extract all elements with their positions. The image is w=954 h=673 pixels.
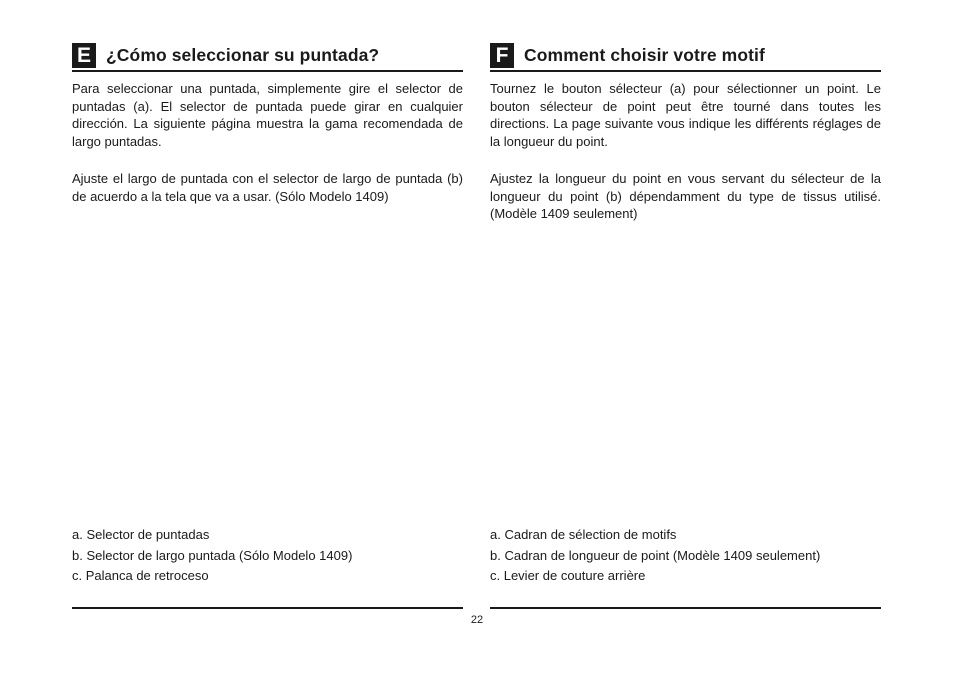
legend-item: b. Selector de largo puntada (Sólo Modelo 1409) [72, 547, 353, 563]
page-number: 22 [470, 614, 484, 626]
bottom-divider-right [490, 607, 881, 609]
spanish-column [72, 42, 463, 583]
language-badge-f: F [490, 43, 514, 68]
french-paragraph-2: Ajustez la longueur du point en vous servant du sélecteur de la longueur du point (b) dépendamment du type de tissus utilisé. (Modèle 1409 seulement) [490, 171, 881, 222]
spanish-paragraph-1: Para seleccionar una puntada, simplemente gire el selector de puntadas (a). El selector de puntada puede girar en cualquier dirección. La siguiente página muestra la gama recomendada de largo puntadas. [72, 81, 463, 149]
language-badge-e: E [72, 43, 96, 68]
legend-item: c. Palanca de retroceso [72, 568, 209, 583]
legend-item: b. Cadran de longueur de point (Modèle 1409 seulement) [490, 547, 821, 563]
spanish-title: ¿Cómo seleccionar su puntada? [106, 45, 380, 65]
french-column [490, 42, 881, 583]
french-header [490, 42, 881, 72]
legend-item: c. Levier de couture arrière [490, 568, 646, 583]
french-legend [490, 526, 881, 588]
legend-item: a. Cadran de sélection de motifs [490, 527, 677, 542]
spanish-paragraph-2: Ajuste el largo de puntada con el selector de largo de puntada (b) de acuerdo a la tela que va a usar. (Sólo Modelo 1409) [72, 171, 463, 204]
legend-item: a. Selector de puntadas [72, 527, 210, 542]
spanish-legend [72, 526, 463, 588]
french-paragraph-1: Tournez le bouton sélecteur (a) pour sélectionner un point. Le bouton sélecteur de point peut être tourné dans toutes les directions. La page suivante vous indique les différents réglages de la longueur du point. [490, 81, 881, 149]
french-title: Comment choisir votre motif [524, 45, 765, 65]
spanish-header [72, 42, 463, 72]
bottom-divider-left [72, 607, 463, 609]
